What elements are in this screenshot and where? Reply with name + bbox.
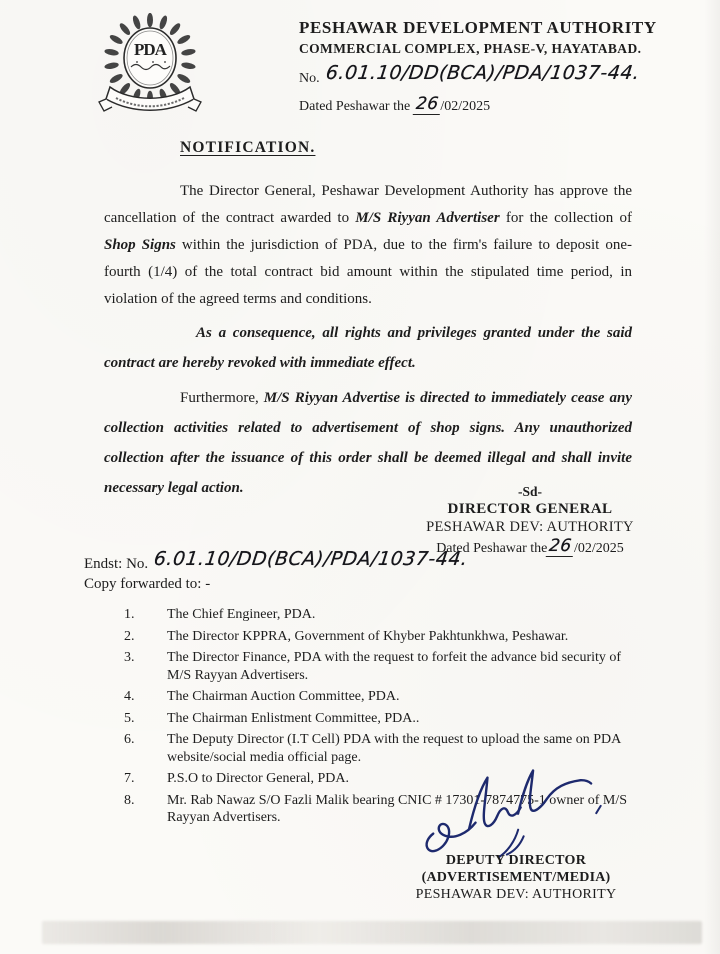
list-item-text: The Chairman Enlistment Committee, PDA.. [167,710,420,726]
p3-directive: M/S Riyyan Advertise is directed to immediately cease any collection activities related to advertisement of shop signs. Any unauthorized collection after the issuance of this order shall be deemed illegal and shall invite necessary legal action. [104,390,632,496]
signatory-org: PESHAWAR DEV: AUTHORITY [426,519,634,535]
date-rest: /02/2025 [440,99,491,114]
list-item-text: The Director KPPRA, Government of Khyber Pakhtunkhwa, Peshawar. [167,628,569,644]
signatory-date-prefix: Dated Peshawar the [436,541,548,556]
list-item [124,649,646,684]
list-item-text: Mr. Rab Nawaz S/O Fazli Malik bearing CNIC # 17301-7874775-1 owner of M/S Rayyan Advertisers. [167,792,627,825]
list-item [124,628,646,646]
list-item-number: 4. [124,689,135,704]
svg-text:PDA: PDA [134,40,166,59]
list-item-text: The Chief Engineer, PDA. [167,607,316,622]
list-item-text: P.S.O to Director General, PDA. [167,771,349,786]
date-day-handwritten: 26 [412,94,441,115]
list-item-text: The Chairman Auction Committee, PDA. [167,689,400,704]
ref-number-handwritten: 6.01.10/DD(BCA)/PDA/1037-44. [324,62,641,84]
footer-signatory-org: PESHAWAR DEV: AUTHORITY [415,887,617,902]
p1-firm-name: M/S Riyyan Advertiser [355,210,500,226]
footer-signatory-title: DEPUTY DIRECTOR [445,853,587,868]
org-address: COMMERCIAL COMPLEX, PHASE-V, HAYATABAD. [299,41,642,56]
p1-text-1: The Director General, Peshawar Development Authority has approve the cancellation of the contract awarded to [104,183,632,226]
letterhead [299,18,657,116]
notification-title: NOTIFICATION. [180,139,316,156]
list-item [124,606,646,624]
endst-number-handwritten: 6.01.10/DD(BCA)/PDA/1037-44. [152,548,470,570]
body-paragraph-1 [104,178,632,313]
ref-label: No. [299,71,320,86]
scan-artifact-band [42,921,702,944]
date-line [299,95,649,116]
signatory-block [408,484,652,558]
list-item-text: The Deputy Director (I.T Cell) PDA with the request to upload the same on PDA website/social media official page. [167,732,621,765]
date-prefix: Dated Peshawar the [299,99,411,114]
list-item-number: 2. [124,628,135,644]
p1-text-2: for the collection of [499,210,632,226]
signatory-title: DIRECTOR GENERAL [447,501,613,517]
p1-text-3: within the jurisdiction of PDA, due to the firm's failure to deposit one-fourth (1/4) of the total contract bid amount within the stipulated time period, in violation of the agreed terms and conditions. [104,237,633,307]
p3-text-1: Furthermore, [180,390,264,406]
signatory-date-day-handwritten: 26 [546,536,575,557]
list-item-number: 7. [124,771,135,786]
list-item-text: The Director Finance, PDA with the request to forfeit the advance bid security of M/S Rayyan Advertisers. [167,650,622,683]
signatory-date-rest: /02/2025 [574,541,624,556]
footer-signatory-dept: (ADVERTISEMENT/MEDIA) [421,870,611,885]
sd-mark: -Sd- [517,484,542,499]
p1-shop-signs: Shop Signs [104,237,176,253]
pda-logo-icon [94,13,206,117]
scan-edge-shade [704,0,720,954]
list-item-number: 8. [124,792,135,808]
list-item [124,710,646,728]
list-item-number: 3. [124,650,135,665]
list-item [124,688,646,706]
copy-forwarded-label: Copy forwarded to: - [84,576,211,592]
footer-signatory-block [404,853,628,903]
endst-label: Endst: No. [84,556,149,572]
org-name: PESHAWAR DEVELOPMENT AUTHORITY [299,18,657,37]
list-item-number: 6. [124,732,135,747]
ref-line [299,62,649,93]
body-paragraph-2: As a consequence, all rights and privileges granted under the said contract are hereby revoked with immediate effect. [104,325,632,371]
list-item-number: 5. [124,710,135,726]
list-item-number: 1. [124,607,135,622]
endorsement-number-line [84,548,470,573]
